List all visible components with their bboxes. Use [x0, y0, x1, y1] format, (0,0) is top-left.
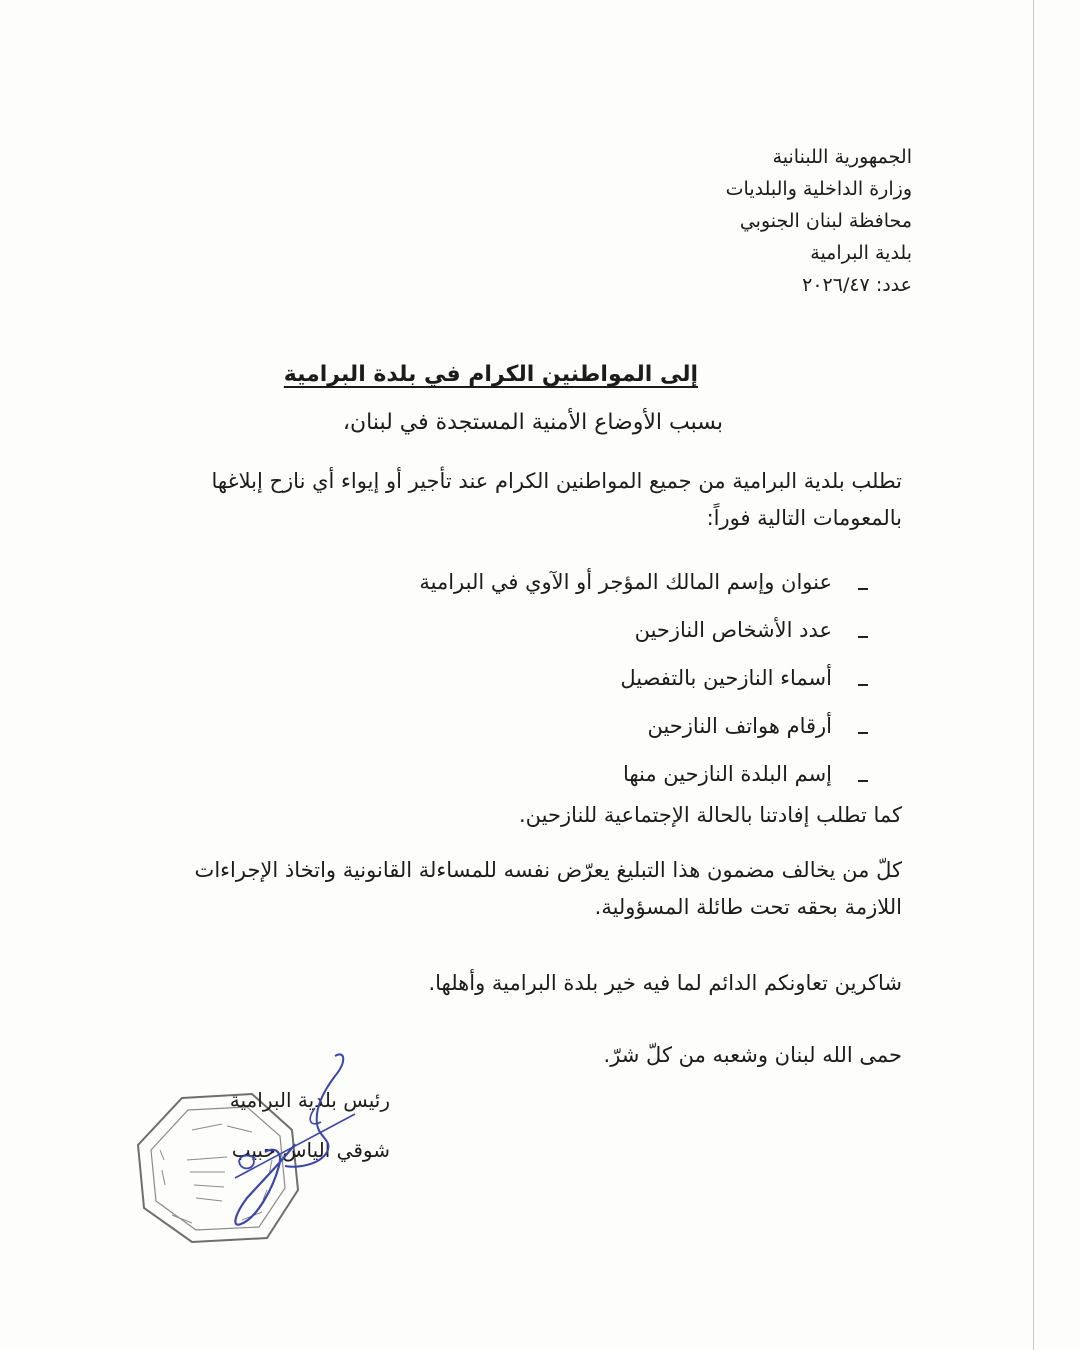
reference-number: ٢٠٢٦/٤٧	[802, 274, 870, 296]
list-item-text: أرقام هواتف النازحين	[647, 714, 832, 738]
list-item-text: عدد الأشخاص النازحين	[634, 618, 832, 642]
intro-line: بسبب الأوضاع الأمنية المستجدة في لبنان،	[342, 410, 723, 435]
dash-bullet-icon	[858, 732, 868, 734]
letterhead-municipality: بلدية البرامية	[810, 242, 912, 264]
list-item-text: إسم البلدة النازحين منها	[622, 762, 832, 786]
list-item	[419, 654, 868, 702]
signatory-title: رئيس بلدية البرامية	[229, 1088, 390, 1112]
letterhead	[726, 141, 912, 301]
reference-label: عدد:	[875, 274, 912, 296]
list-item	[419, 606, 868, 654]
list-item-text: أسماء النازحين بالتفصيل	[620, 666, 832, 690]
letterhead-country: الجمهورية اللبنانية	[772, 146, 912, 168]
social-status-paragraph: كما تطلب إفادتنا بالحالة الإجتماعية للنازحين.	[518, 803, 902, 827]
thanks-paragraph: شاكرين تعاونكم الدائم لما فيه خير بلدة البرامية وأهلها.	[428, 971, 902, 995]
list-item	[419, 702, 868, 750]
required-info-list	[419, 558, 868, 798]
request-paragraph: تطلب بلدية البرامية من جميع المواطنين الكرام عند تأجير أو إيواء أي نازح إبلاغها بالمعومات التالية فوراً:	[211, 469, 902, 530]
dash-bullet-icon	[858, 636, 868, 638]
letterhead-governorate: محافظة لبنان الجنوبي	[739, 210, 912, 232]
letterhead-ministry: وزارة الداخلية والبلديات	[725, 178, 912, 200]
list-item	[419, 558, 868, 606]
closing-paragraph: حمى الله لبنان وشعبه من كلّ شرّ.	[603, 1043, 902, 1067]
dash-bullet-icon	[858, 684, 868, 686]
dash-bullet-icon	[858, 588, 868, 590]
list-item-text: عنوان وإسم المالك المؤجر أو الآوي في البرامية	[419, 570, 832, 594]
dash-bullet-icon	[858, 780, 868, 782]
salutation-heading: إلى المواطنين الكرام في بلدة البرامية	[283, 362, 698, 387]
warning-paragraph: كلّ من يخالف مضمون هذا التبليغ يعرّض نفسه للمساءلة القانونية واتخاذ الإجراءات اللازمة بحقه تحت طائلة المسؤولية.	[194, 858, 902, 919]
list-item	[419, 750, 868, 798]
page-edge-line	[1033, 0, 1034, 1350]
reference-line	[726, 269, 912, 301]
signatory-name: شوقي الياس حبيب	[231, 1138, 390, 1162]
handwritten-signature-icon	[195, 1048, 375, 1233]
